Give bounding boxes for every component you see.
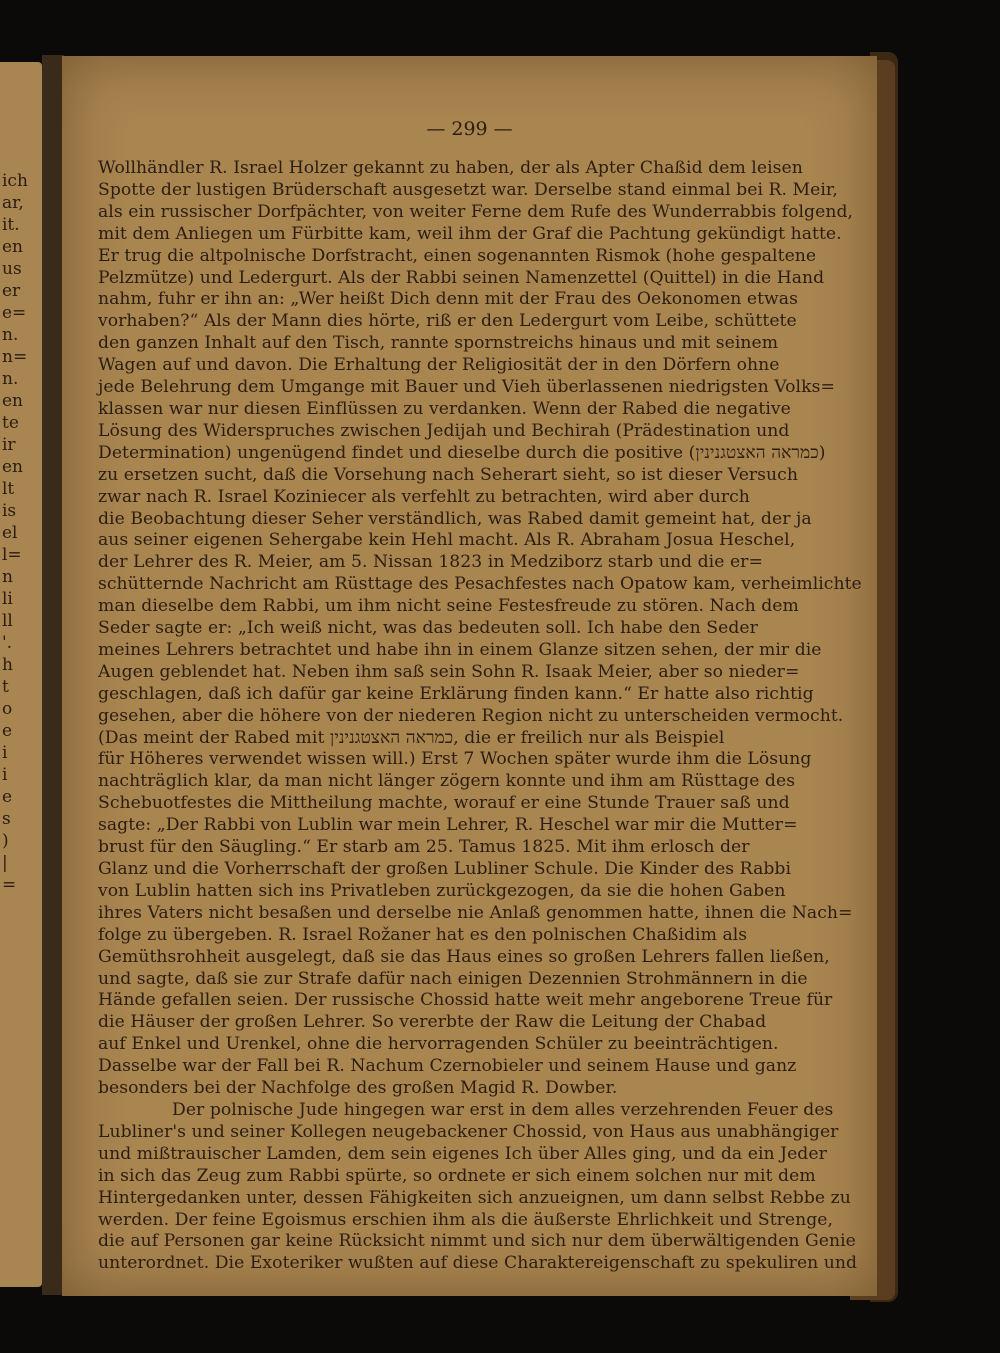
text-line: aus seiner eigenen Sehergabe kein Hehl macht. Als R. Abraham Josua Heschel, <box>98 530 796 551</box>
left-page-fragment: lt <box>2 479 15 499</box>
text-line: zu ersetzen sucht, daß die Vorsehung nach Seherart sieht, so ist dieser Versuch <box>98 464 798 485</box>
left-page-fragment: '. <box>2 633 13 653</box>
text-line: Lubliner's und seiner Kollegen neugebackener Chossid, von Haus aus unabhängiger <box>98 1121 839 1142</box>
left-page-fragment: s <box>2 809 11 829</box>
text-line: nahm, fuhr er ihn an: „Wer heißt Dich denn mit der Frau des Oekonomen etwas <box>98 289 798 310</box>
page-number: — 299 — <box>426 118 513 140</box>
left-page-fragment: = <box>2 875 17 895</box>
left-page-fragment: it. <box>2 215 20 235</box>
left-page-edge <box>0 62 42 1287</box>
text-line: sagte: „Der Rabbi von Lublin war mein Lehrer, R. Heschel war mir die Mutter= <box>98 815 798 836</box>
text-line: man dieselbe dem Rabbi, um ihm nicht seine Festesfreude zu stören. Nach dem <box>98 596 799 617</box>
text-line: Determination) ungenügend findet und dieselbe durch die positive (כמראה האצטגנינין) <box>98 442 826 463</box>
text-line: der Lehrer des R. Meier, am 5. Nissan 1823 in Medziborz starb und die er= <box>98 552 763 573</box>
text-line: werden. Der feine Egoismus erschien ihm als die äußerste Ehrlichkeit und Strenge, <box>98 1209 834 1230</box>
left-page-fragment: en <box>2 391 24 411</box>
text-line: als ein russischer Dorfpächter, von weiter Ferne dem Rufe des Wunderrabbis folgend, <box>98 201 854 222</box>
text-line: Hintergedanken unter, dessen Fähigkeiten sich anzueignen, um dann selbst Rebbe zu <box>98 1187 851 1208</box>
book-page <box>62 56 877 1296</box>
text-line: für Höheres verwendet wissen will.) Erst 7 Wochen später wurde ihm die Lösung <box>98 749 812 770</box>
text-line: folge zu übergeben. R. Israel Rožaner hat es den polnischen Chaßidim als <box>98 924 748 945</box>
left-page-fragment: te <box>2 413 19 433</box>
text-line: Der polnische Jude hingegen war erst in dem alles verzehrenden Feuer des <box>172 1099 834 1120</box>
left-page-fragment: i <box>2 743 8 763</box>
text-line: Schebuotfestes die Mittheilung machte, worauf er eine Stunde Trauer saß und <box>98 793 790 814</box>
text-line: geschlagen, daß ich dafür gar keine Erklärung finden kann.“ Er hatte also richtig <box>98 683 814 704</box>
left-page-fragment: ar, <box>2 193 24 213</box>
left-page-fragment: n <box>2 567 13 587</box>
left-page-fragment: h <box>2 655 13 675</box>
text-line: vorhaben?“ Als der Mann dies hörte, riß er den Ledergurt vom Leibe, schüttete <box>98 311 797 332</box>
text-line: unterordnet. Die Exoteriker wußten auf diese Charaktereigenschaft zu spekuliren und <box>98 1253 858 1274</box>
text-line: Pelzmütze) und Ledergurt. Als der Rabbi seinen Namenzettel (Quittel) in die Hand <box>98 267 825 288</box>
left-page-fragment: l= <box>2 545 22 565</box>
text-line: auf Enkel und Urenkel, ohne die hervorragenden Schüler zu beeinträchtigen. <box>98 1034 779 1055</box>
text-line: Er trug die altpolnische Dorfstracht, einen sogenannten Rismok (hohe gespaltene <box>98 245 817 266</box>
left-page-fragment: el <box>2 523 18 543</box>
text-line: gesehen, aber die höhere von der niederen Region nicht zu unterscheiden vermocht. <box>98 705 844 726</box>
left-page-fragment: er <box>2 281 21 301</box>
body-text <box>98 158 862 1275</box>
left-page-fragment: | <box>2 853 8 873</box>
text-line: Dasselbe war der Fall bei R. Nachum Czernobieler und seinem Hause und ganz <box>98 1056 797 1077</box>
text-line: Augen geblendet hat. Neben ihm saß sein Sohn R. Isaak Meier, aber so nieder= <box>98 661 800 682</box>
text-line: Lösung des Widerspruches zwischen Jedijah und Bechirah (Prädestination und <box>98 420 790 441</box>
left-page-fragment: en <box>2 237 24 257</box>
text-line: von Lublin hatten sich ins Privatleben zurückgezogen, da sie die hohen Gaben <box>98 880 786 901</box>
text-line: mit dem Anliegen um Fürbitte kam, weil ihm der Graf die Pachtung gekündigt hatte. <box>98 223 842 244</box>
left-page-fragment: ich <box>2 171 28 191</box>
left-page-fragment: n= <box>2 347 28 367</box>
book-gutter <box>42 55 64 1295</box>
left-page-fragment: ir <box>2 435 16 455</box>
text-line: meines Lehrers betrachtet und habe ihn in einem Glanze sitzen sehen, der mir die <box>98 639 822 660</box>
text-line: brust für den Säugling.“ Er starb am 25. Tamus 1825. Mit ihm erlosch der <box>98 837 750 858</box>
left-page-fragment: e <box>2 787 13 807</box>
text-line: die Häuser der großen Lehrer. So vererbte der Raw die Leitung der Chabad <box>98 1012 767 1033</box>
left-page-fragment: ) <box>2 831 9 851</box>
left-page-fragment: ll <box>2 611 13 631</box>
text-line: die Beobachtung dieser Seher verständlich, was Rabed damit gemeint hat, der ja <box>98 508 812 529</box>
left-page-fragment: t <box>2 677 9 697</box>
text-line: besonders bei der Nachfolge des großen Magid R. Dowber. <box>98 1078 618 1099</box>
left-page-fragment: i <box>2 765 8 785</box>
left-page-fragment: e <box>2 721 13 741</box>
text-line: und sagte, daß sie zur Strafe dafür nach einigen Dezennien Strohmännern in die <box>98 968 808 989</box>
left-page-fragment: o <box>2 699 13 719</box>
text-line: ihres Vaters nicht besaßen und derselbe nie Anlaß genommen hatte, ihnen die Nach= <box>98 902 853 923</box>
text-line: (Das meint der Rabed mit כמראה האצטגנינין, die er freilich nur als Beispiel <box>98 727 725 748</box>
left-page-fragment: n. <box>2 369 19 389</box>
text-line: Wollhändler R. Israel Holzer gekannt zu haben, der als Apter Chaßid dem leisen <box>98 158 803 178</box>
text-line: Wagen auf und davon. Die Erhaltung der Religiosität der in den Dörfern ohne <box>98 355 780 376</box>
text-line: klassen war nur diesen Einflüssen zu verdanken. Wenn der Rabed die negative <box>98 398 791 419</box>
text-line: jede Belehrung dem Umgange mit Bauer und Vieh überlassenen niedrigsten Volks= <box>98 377 835 398</box>
left-page-fragment: e= <box>2 303 27 323</box>
left-page-fragment: li <box>2 589 13 609</box>
text-line: Gemüthsrohheit ausgelegt, daß sie das Haus eines so großen Lehrers fallen ließen, <box>98 946 830 967</box>
text-line: nachträglich klar, da man nicht länger zögern konnte und ihm am Rüsttage des <box>98 771 796 792</box>
text-line: den ganzen Inhalt auf den Tisch, rannte spornstreichs hinaus und mit seinem <box>98 333 779 354</box>
left-page-fragment: en <box>2 457 24 477</box>
left-page-fragment: is <box>2 501 17 521</box>
text-line: Spotte der lustigen Brüderschaft ausgesetzt war. Derselbe stand einmal bei R. Meir, <box>98 179 838 200</box>
text-line: in sich das Zeug zum Rabbi spürte, so ordnete er sich einem solchen nur mit dem <box>98 1165 816 1186</box>
text-line: Glanz und die Vorherrschaft der großen Lubliner Schule. Die Kinder des Rabbi <box>98 859 792 879</box>
left-page-fragment: us <box>2 259 22 279</box>
text-line: zwar nach R. Israel Koziniecer als verfehlt zu betrachten, wird aber durch <box>98 486 750 507</box>
left-page-fragment: n. <box>2 325 19 345</box>
text-line: und mißtrauischer Lamden, dem sein eigenes Ich über Alles ging, und da ein Jeder <box>98 1143 827 1164</box>
text-line: Seder sagte er: „Ich weiß nicht, was das bedeuten soll. Ich habe den Seder <box>98 618 758 639</box>
text-line: schütternde Nachricht am Rüsttage des Pesachfestes nach Opatow kam, verheimlichte <box>98 574 862 595</box>
text-line: Hände gefallen seien. Der russische Chossid hatte weit mehr angeborene Treue für <box>98 990 833 1011</box>
text-line: die auf Personen gar keine Rücksicht nimmt und sich nur dem überwältigenden Genie <box>98 1231 856 1252</box>
